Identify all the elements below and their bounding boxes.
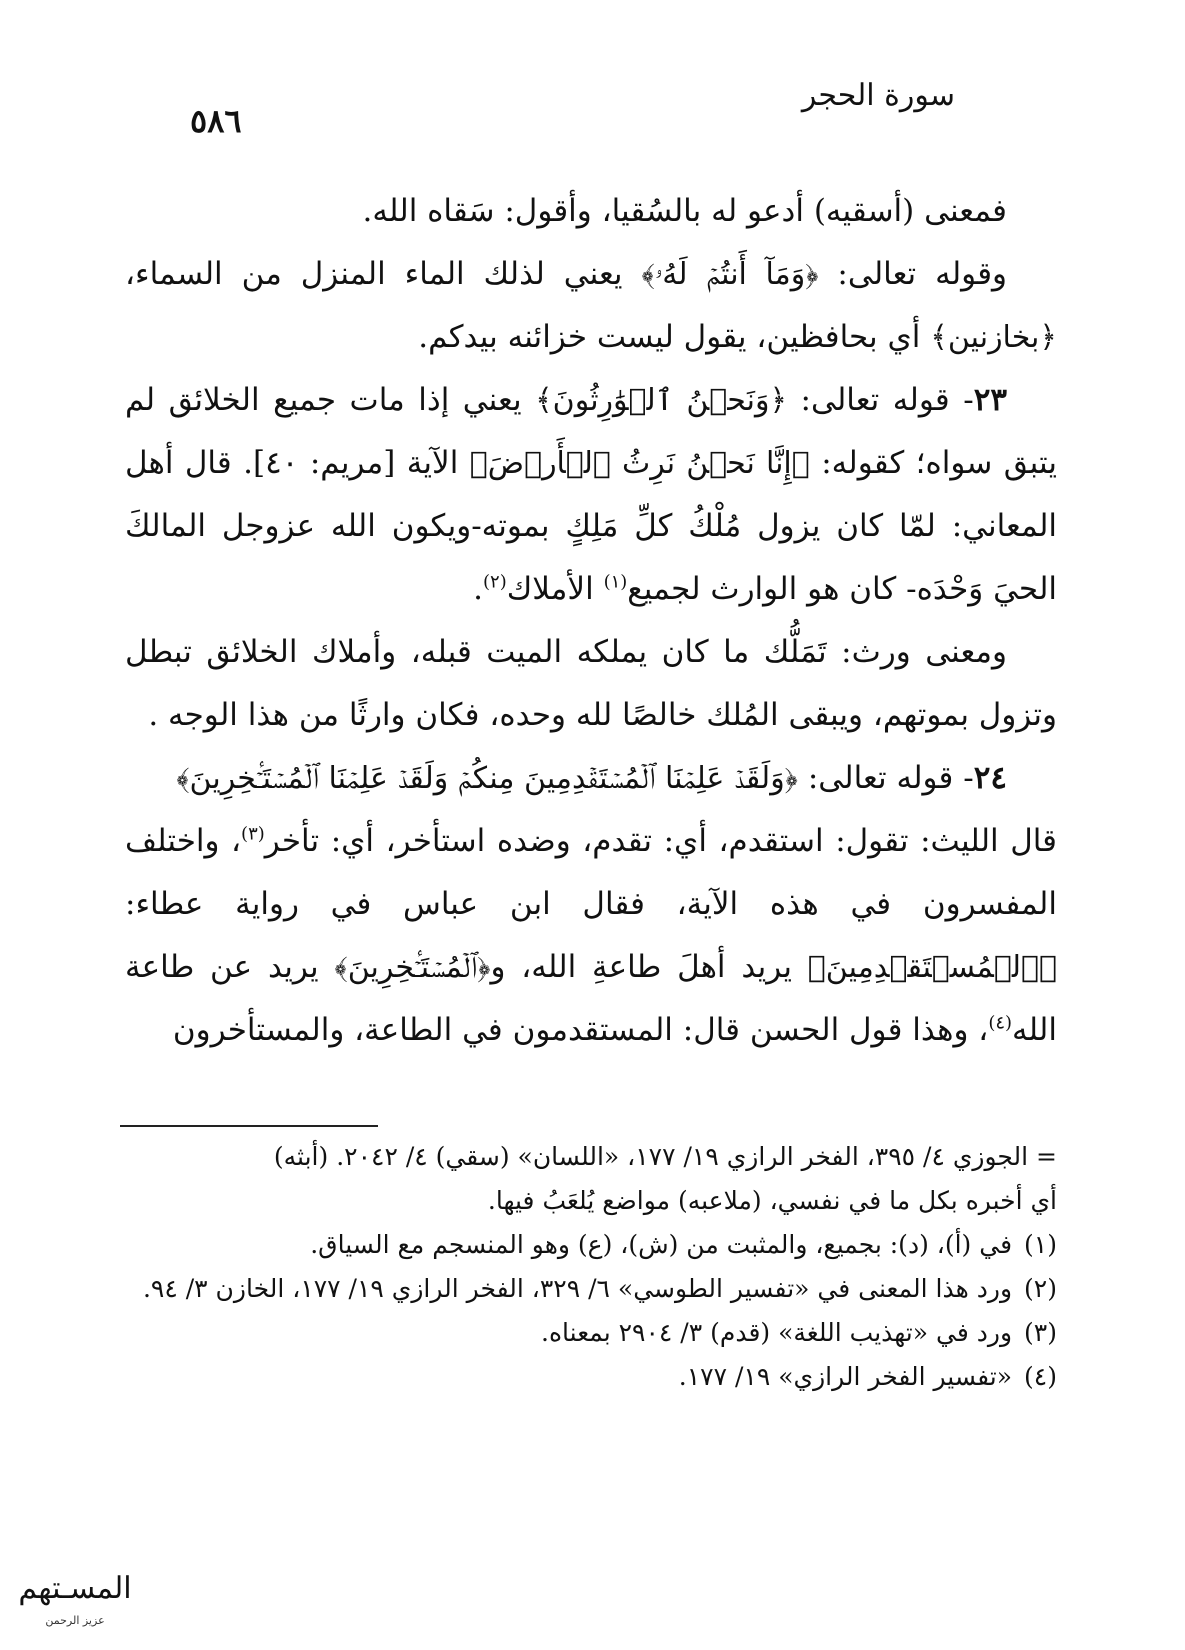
- text-run: - قوله تعالى:: [787, 382, 974, 418]
- footnote-marker: (٤): [1024, 1362, 1057, 1391]
- verse-number: ٢٤: [973, 760, 1007, 796]
- logo-subtext: عزيز الرحمن: [45, 1614, 105, 1627]
- footnote-reference: (٤): [988, 1012, 1013, 1034]
- footnote-continuation-line: أي أخبره بكل ما في نفسي، (ملاعبه) مواضع يُلعَبُ فيها.: [487, 1186, 1057, 1215]
- footnote-marker: (١): [1024, 1230, 1057, 1259]
- quran-quote: ﴿ٱلۡمُسۡتَـٔۡخِرِينَ﴾: [334, 950, 491, 985]
- text-run: الآية [مريم: ٤٠]. قال أهل المعاني: لمّا كان يزول مُلْكُ كلِّ مَلِكٍ بموته-ويكون الله عزوجل المالكَ الحيَ وَحْدَه- كان هو الوارث لجميع: [125, 445, 1057, 607]
- text-run: أي بحافظين، يقول ليست خزائنه بيدكم.: [418, 319, 931, 355]
- text-run: الأملاك: [506, 571, 604, 607]
- text-run: - قوله تعالى:: [797, 760, 974, 796]
- footnote-separator: [120, 1125, 378, 1127]
- text-run: ، واختلف المفسرون في هذه الآية، فقال ابن عباس في رواية عطاء:: [125, 823, 1057, 922]
- paragraph: [125, 243, 1057, 369]
- verse-number: ٢٣: [973, 382, 1007, 418]
- footnote-2: [120, 1267, 1057, 1311]
- paragraph: [125, 180, 1057, 243]
- quran-quote: ﴿وَنَحۡنُ ٱلۡوَٰرِثُونَ﴾: [535, 383, 788, 418]
- footnote-reference: (٢): [483, 571, 507, 593]
- text-run: ومعنى ورث: تَمَلُّك ما كان يملكه الميت قبله، وأملاك الخلائق تبطل وتزول بموتهم، ويبقى المُلك خالصًا لله وحده، فكان وارثًا من هذا الوجه .: [125, 634, 1057, 733]
- quran-quote: ﴿وَمَآ أَنتُمۡ لَهُۥ﴾: [641, 257, 819, 292]
- text-run: .: [473, 571, 484, 607]
- footnote-1: [120, 1223, 1057, 1267]
- footnote-reference: (٣): [241, 823, 265, 845]
- footnote-4: [120, 1355, 1057, 1399]
- footnote-continuation-line: = الجوزي ٤/ ٣٩٥، الفخر الرازي ١٩/ ١٧٧، «اللسان» (سقي) ٤/ ٢٠٤٢. (أبثه): [273, 1142, 1057, 1171]
- text-run: قال الليث: تقول: استقدم، أي: تقدم، وضده استأخر، أي: تأخر: [264, 823, 1057, 859]
- footnote-marker: (٢): [1024, 1274, 1057, 1303]
- footnote-text: «تفسير الفخر الرازي» ١٩/ ١٧٧.: [678, 1362, 1013, 1391]
- text-run: يعني لذلك الماء المنزل من السماء،: [125, 256, 642, 292]
- footnotes: [120, 1135, 1057, 1399]
- paragraph: [125, 621, 1057, 747]
- publisher-logo: [10, 1546, 140, 1638]
- quran-quote: ﴿بخازنين﴾: [930, 320, 1057, 355]
- text-run: يعني إذا مات جميع الخلائق لم يتبق سواه؛ كقوله:: [125, 382, 1057, 481]
- footnote-text: ورد في «تهذيب اللغة» (قدم) ٣/ ٢٩٠٤ بمعناه.: [541, 1318, 1013, 1347]
- text-run: وقوله تعالى:: [818, 256, 1007, 292]
- text-run: ، وهذا قول الحسن قال: المستقدمون في الطاعة، والمستأخرون: [172, 1012, 989, 1048]
- text-run: يريد أهلَ طاعةِ الله، و: [490, 949, 808, 985]
- footnote-reference: (١): [603, 571, 628, 593]
- text-run: فمعنى (أسقيه) أدعو له بالسُقيا، وأقول: سَقاه الله.: [362, 193, 1007, 229]
- main-text: [125, 180, 1057, 1062]
- logo-text: المسـتهم: [18, 1571, 132, 1606]
- footnote-3: [120, 1311, 1057, 1355]
- footnote-marker: (٣): [1024, 1318, 1057, 1347]
- footnote-text: ورد هذا المعنى في «تفسير الطوسي» ٦/ ٣٢٩، الفخر الرازي ١٩/ ١٧٧، الخازن ٣/ ٩٤.: [142, 1274, 1013, 1303]
- paragraph: [125, 810, 1057, 1062]
- page-header: [190, 78, 955, 140]
- paragraph: [125, 369, 1057, 621]
- quran-quote: ﴿وَلَقَدۡ عَلِمۡنَا ٱلۡمُسۡتَقۡدِمِينَ مِنكُمۡ وَلَقَدۡ عَلِمۡنَا ٱلۡمُسۡتَـٔۡخِرِينَ﴾: [176, 761, 798, 796]
- quran-quote: ﴿ٱلۡمُسۡتَقۡدِمِينَ﴾: [807, 950, 1057, 985]
- page-number: ٥٨٦: [190, 102, 242, 140]
- quran-quote: ﴿إِنَّا نَحۡنُ نَرِثُ ٱلۡأَرۡضَ﴾: [469, 446, 810, 481]
- text-run: يريد عن طاعة الله: [125, 949, 1057, 1048]
- footnote-text: في (أ)، (د): بجميع، والمثبت من (ش)، (ع) وهو المنسجم مع السياق.: [310, 1230, 1013, 1259]
- running-title: سورة الحجر: [801, 78, 955, 113]
- paragraph: [125, 747, 1057, 810]
